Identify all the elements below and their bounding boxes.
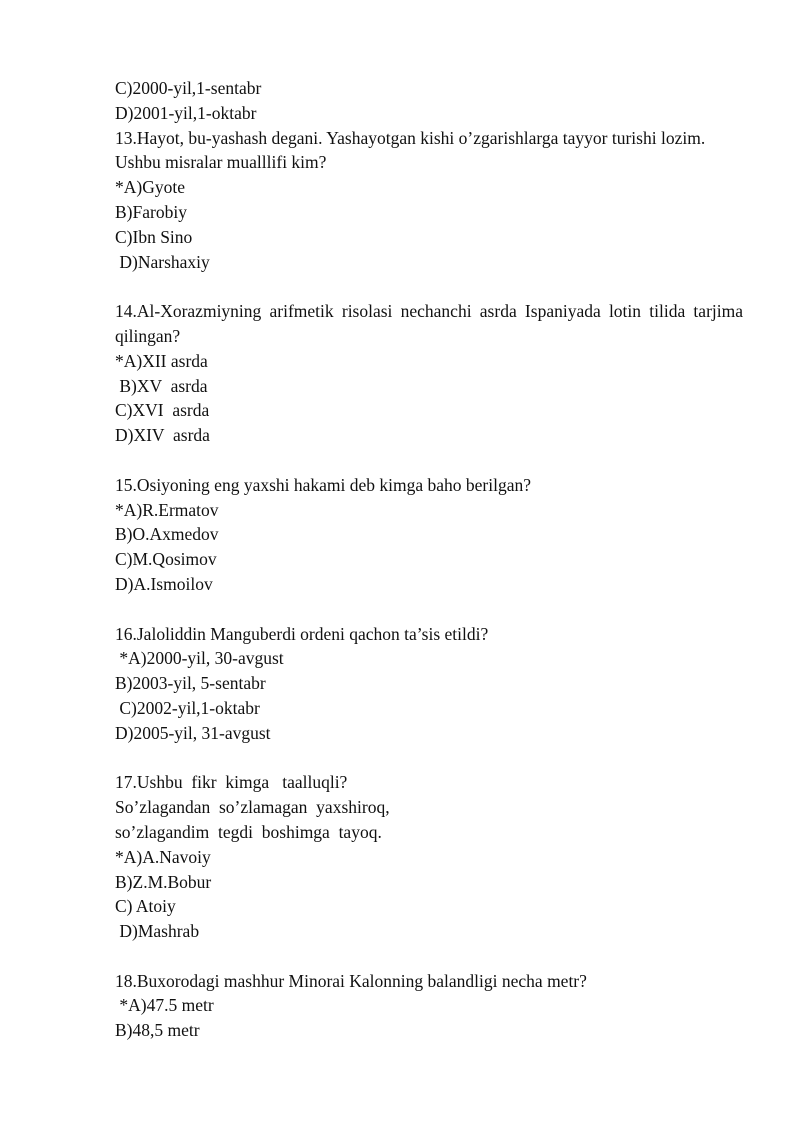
q13-option-d: D)Narshaxiy bbox=[115, 251, 210, 272]
q14-option-b: B)XV asrda bbox=[115, 375, 208, 396]
q16-option-d: D)2005-yil, 31-avgust bbox=[115, 722, 271, 743]
spacer bbox=[115, 746, 743, 771]
q13-question: 13.Hayot, bu-yashash degani. Yashayotgan kishi o’zgarishlarga tayyor turishi lozim. Ushbu misralar mualllifi kim? bbox=[115, 127, 706, 173]
q15-option-d: D)A.Ismoilov bbox=[115, 573, 213, 594]
q16-option-b: B)2003-yil, 5-sentabr bbox=[115, 673, 266, 694]
spacer bbox=[115, 448, 743, 473]
spacer bbox=[115, 944, 743, 969]
q15-option-b: B)O.Axmedov bbox=[115, 524, 219, 545]
q15-option-c: C)M.Qosimov bbox=[115, 549, 217, 570]
q16-option-c: C)2002-yil,1-oktabr bbox=[115, 697, 260, 718]
q12-option-c: C)2000-yil,1-sentabr bbox=[115, 78, 262, 98]
q17-option-c: C) Atoiy bbox=[115, 896, 176, 917]
q17-question: 17.Ushbu fikr kimga taalluqli? bbox=[115, 772, 348, 793]
q17-option-b: B)Z.M.Bobur bbox=[115, 871, 212, 892]
q16-option-a: *A)2000-yil, 30-avgust bbox=[115, 648, 284, 669]
q16-question: 16.Jaloliddin Manguberdi ordeni qachon ta’sis etildi? bbox=[115, 623, 489, 644]
quiz-content bbox=[115, 76, 743, 1043]
q14-option-c: C)XVI asrda bbox=[115, 400, 210, 421]
q17-option-d: D)Mashrab bbox=[115, 921, 200, 942]
q12-option-d: D)2001-yil,1-oktabr bbox=[115, 102, 257, 123]
q13-option-b: B)Farobiy bbox=[115, 201, 187, 222]
q14-option-a: *A)XII asrda bbox=[115, 350, 208, 371]
q18-option-b: B)48,5 metr bbox=[115, 1020, 200, 1041]
q15-option-a: *A)R.Ermatov bbox=[115, 499, 219, 520]
q17-verse-line-2: so’zlagandim tegdi boshimga tayoq. bbox=[115, 821, 382, 842]
q17-verse-line-1: So’zlagandan so’zlamagan yaxshiroq, bbox=[115, 797, 390, 818]
q14-option-d: D)XIV asrda bbox=[115, 425, 210, 446]
spacer bbox=[115, 597, 743, 622]
q15-question: 15.Osiyoning eng yaxshi hakami deb kimga baho berilgan? bbox=[115, 474, 532, 495]
q13-option-c: C)Ibn Sino bbox=[115, 226, 193, 247]
q18-question: 18.Buxorodagi mashhur Minorai Kalonning balandligi necha metr? bbox=[115, 970, 587, 991]
q18-option-a: *A)47.5 metr bbox=[115, 995, 214, 1016]
q14-question: 14.Al-Xorazmiyning arifmetik risolasi nechanchi asrda Ispaniyada lotin tilida tarjima qilingan? bbox=[115, 301, 743, 346]
spacer bbox=[115, 274, 743, 299]
q13-option-a: *A)Gyote bbox=[115, 177, 185, 198]
q17-option-a: *A)A.Navoiy bbox=[115, 846, 211, 867]
